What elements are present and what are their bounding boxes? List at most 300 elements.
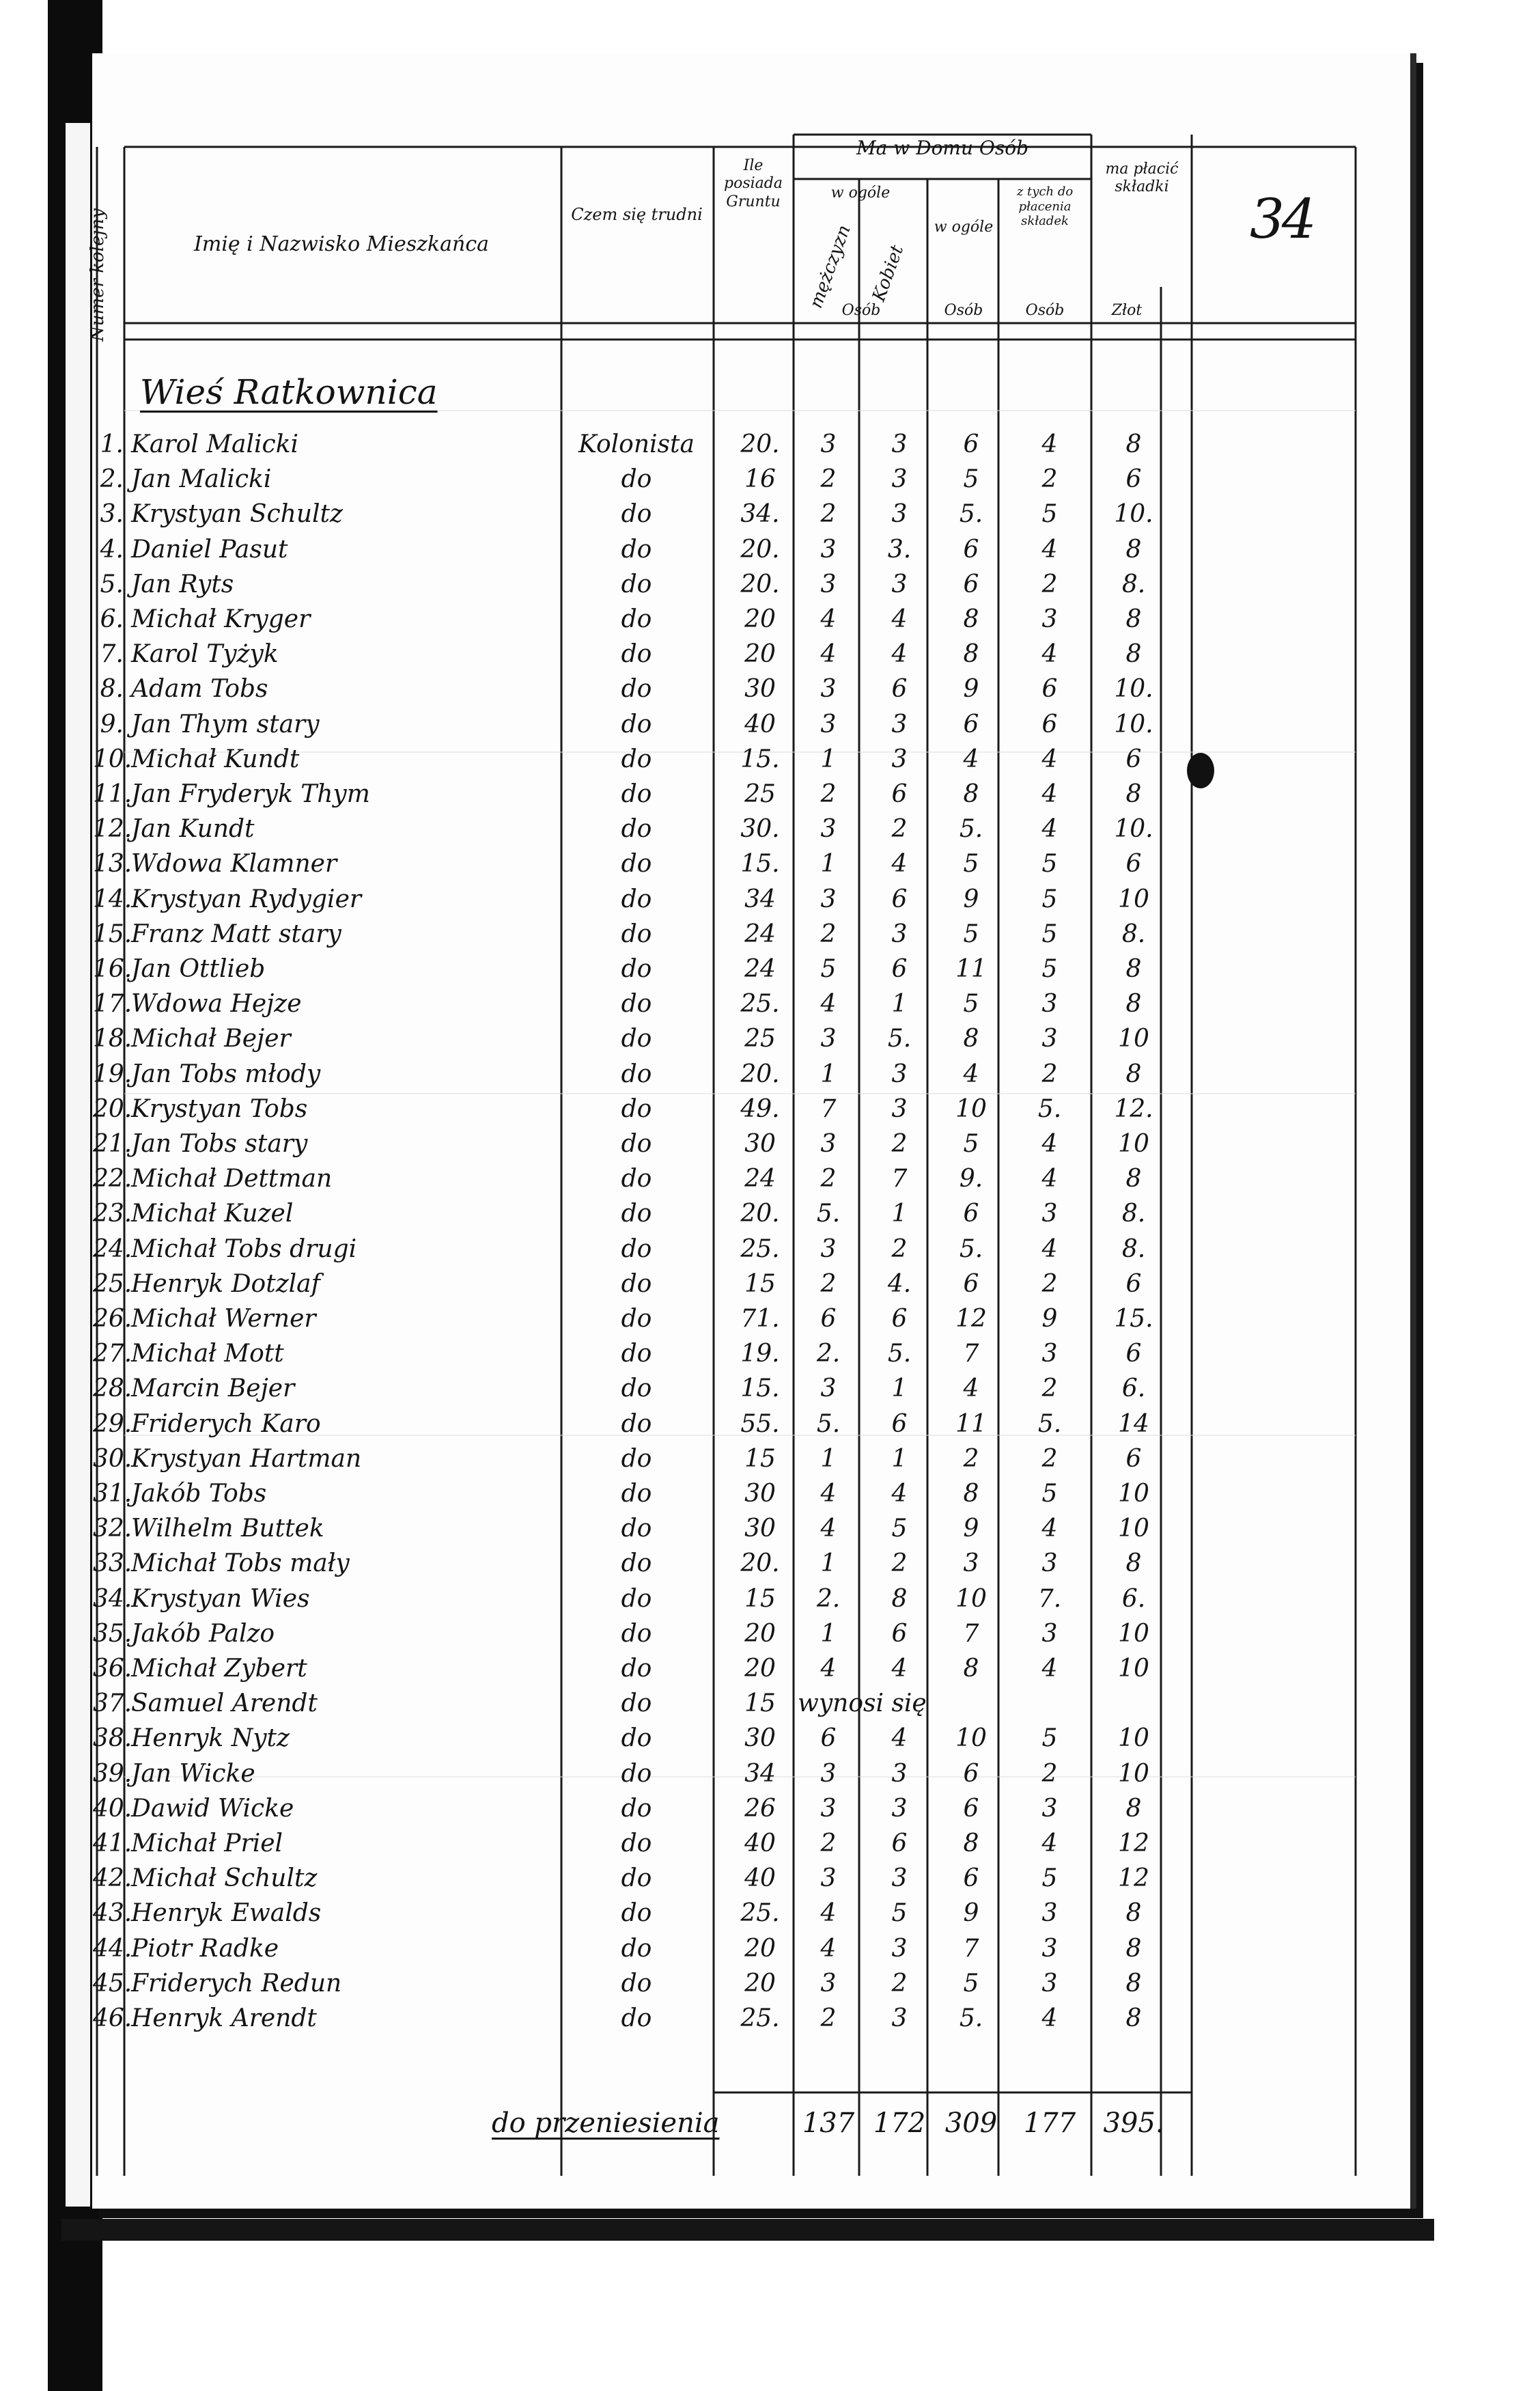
row-number: 18. bbox=[93, 1025, 132, 1053]
row-number: 43. bbox=[93, 1899, 132, 1928]
occupation: do bbox=[621, 1794, 652, 1823]
fee-amount: 8. bbox=[1121, 570, 1146, 598]
occupation: do bbox=[621, 990, 652, 1019]
female-count: 1 bbox=[891, 1374, 908, 1403]
fee-amount: 8 bbox=[1125, 955, 1142, 983]
male-count: 4 bbox=[820, 1899, 837, 1928]
resident-name: Dawid Wicke bbox=[131, 1794, 294, 1823]
table-row bbox=[0, 430, 1366, 465]
taxable-count: 7. bbox=[1037, 1584, 1062, 1613]
male-count: 4 bbox=[820, 1655, 837, 1683]
table-row bbox=[0, 465, 1366, 499]
table-row bbox=[0, 1235, 1366, 1269]
fee-amount: 10 bbox=[1118, 1480, 1149, 1508]
persons-total: 6 bbox=[963, 535, 979, 564]
table-row bbox=[0, 1445, 1366, 1479]
male-count: 3 bbox=[820, 535, 837, 564]
taxable-count: 6 bbox=[1041, 675, 1058, 704]
fee-amount: 14 bbox=[1118, 1409, 1149, 1438]
resident-name: Friderych Redun bbox=[131, 1969, 342, 1998]
table-row bbox=[0, 1025, 1366, 1059]
land-owned: 20 bbox=[744, 1655, 776, 1683]
fee-amount: 10 bbox=[1118, 1130, 1149, 1158]
female-count: 5. bbox=[887, 1340, 912, 1368]
occupation: do bbox=[621, 1899, 652, 1928]
female-count: 3. bbox=[887, 535, 912, 564]
fee-amount: 6. bbox=[1121, 1374, 1146, 1403]
land-owned: 24 bbox=[744, 955, 776, 983]
female-count: 6 bbox=[891, 675, 908, 704]
table-row bbox=[0, 1970, 1366, 2004]
fee-amount: 8 bbox=[1125, 605, 1142, 633]
total-group-header: w ogóle bbox=[830, 184, 891, 202]
land-owned: 20. bbox=[740, 570, 780, 598]
land-column-header: Ile posiada Gruntu bbox=[724, 157, 783, 210]
taxable-count: 2 bbox=[1041, 465, 1058, 494]
row-number: 28. bbox=[93, 1374, 132, 1403]
female-count: 1 bbox=[891, 1444, 908, 1473]
table-row bbox=[0, 605, 1366, 639]
land-owned: 15 bbox=[744, 1584, 776, 1613]
row-number: 20. bbox=[93, 1094, 132, 1123]
fee-amount: 8 bbox=[1125, 1899, 1142, 1928]
taxable-count: 3 bbox=[1041, 1794, 1058, 1823]
male-count: 3 bbox=[820, 1794, 837, 1823]
male-count: 3 bbox=[820, 1025, 837, 1053]
occupation: do bbox=[621, 1724, 652, 1753]
fee-amount: 8 bbox=[1125, 535, 1142, 564]
persons-total: 7 bbox=[963, 1340, 979, 1368]
male-count: 3 bbox=[820, 430, 837, 458]
male-count: 1 bbox=[820, 1549, 837, 1578]
female-column-header: Kobiet bbox=[869, 242, 908, 305]
row-number: 45. bbox=[93, 1969, 132, 1998]
total-female: 172 bbox=[873, 2107, 926, 2139]
resident-name: Jan Thym stary bbox=[131, 710, 320, 738]
taxable-count: 5. bbox=[1037, 1409, 1062, 1438]
taxable-count: 4 bbox=[1041, 1130, 1058, 1158]
fee-amount: 6 bbox=[1125, 1444, 1142, 1473]
male-count: 5. bbox=[816, 1200, 841, 1228]
page-number: 34 bbox=[1250, 187, 1314, 251]
land-owned: 15. bbox=[740, 1374, 780, 1403]
fee-amount: 10 bbox=[1118, 1759, 1149, 1788]
persons-total: 4 bbox=[963, 1374, 979, 1403]
land-owned: 25. bbox=[740, 1234, 780, 1263]
resident-name: Michał Kundt bbox=[131, 745, 300, 773]
row-number: 19. bbox=[93, 1060, 132, 1088]
row-number: 17. bbox=[93, 990, 132, 1019]
resident-name: Krystyan Schultz bbox=[131, 500, 343, 529]
female-count: 3 bbox=[891, 1934, 908, 1963]
row-number: 10. bbox=[93, 745, 132, 773]
land-owned: 25 bbox=[744, 1025, 776, 1053]
land-owned: 20 bbox=[744, 1934, 776, 1963]
resident-name: Samuel Arendt bbox=[131, 1689, 318, 1718]
land-owned: 20. bbox=[740, 535, 780, 564]
unit-persons-total: Osób bbox=[944, 302, 983, 319]
total-persons: 309 bbox=[944, 2107, 998, 2139]
male-count: 1 bbox=[820, 850, 837, 879]
taxable-count: 9 bbox=[1041, 1305, 1058, 1333]
occupation: do bbox=[621, 920, 652, 948]
taxable-count: 4 bbox=[1041, 1515, 1058, 1543]
persons-total: 7 bbox=[963, 1619, 979, 1648]
fee-amount: 8 bbox=[1125, 1794, 1142, 1823]
female-count: 6 bbox=[891, 885, 908, 913]
male-count: 3 bbox=[820, 1130, 837, 1158]
fee-amount: 10 bbox=[1118, 885, 1149, 913]
row-number: 34. bbox=[93, 1584, 132, 1613]
row-number: 29. bbox=[93, 1409, 132, 1438]
resident-name: Jan Kundt bbox=[131, 815, 255, 844]
land-owned: 34 bbox=[744, 1759, 776, 1788]
taxable-count: 4 bbox=[1041, 430, 1058, 458]
table-row bbox=[0, 640, 1366, 674]
taxable-count: 3 bbox=[1041, 1340, 1058, 1368]
table-row bbox=[0, 955, 1366, 989]
row-number: 32. bbox=[93, 1515, 132, 1543]
row-number: 21. bbox=[93, 1130, 132, 1158]
land-owned: 30 bbox=[744, 1480, 776, 1508]
table-row bbox=[0, 1060, 1366, 1094]
trade-column-header: Czem się trudni bbox=[571, 205, 703, 224]
female-count: 4 bbox=[891, 1480, 908, 1508]
occupation: do bbox=[621, 1444, 652, 1473]
occupation: do bbox=[621, 1515, 652, 1543]
fee-amount: 10. bbox=[1114, 500, 1153, 529]
table-row bbox=[0, 1935, 1366, 1969]
taxable-count: 3 bbox=[1041, 1969, 1058, 1998]
male-count: 1 bbox=[820, 1619, 837, 1648]
land-owned: 30 bbox=[744, 1515, 776, 1543]
fee-amount: 12. bbox=[1114, 1094, 1153, 1123]
persons-total: 6 bbox=[963, 1794, 979, 1823]
land-owned: 34. bbox=[740, 500, 780, 529]
resident-name: Michał Dettman bbox=[131, 1165, 333, 1193]
occupation: do bbox=[621, 2004, 652, 2032]
table-row bbox=[0, 1200, 1366, 1234]
male-count: 3 bbox=[820, 570, 837, 598]
occupation: do bbox=[621, 1165, 652, 1193]
occupation: do bbox=[621, 1655, 652, 1683]
land-owned: 15. bbox=[740, 745, 780, 773]
female-count: 3 bbox=[891, 570, 908, 598]
table-row bbox=[0, 990, 1366, 1024]
table-row bbox=[0, 570, 1366, 605]
resident-name: Jan Tobs młody bbox=[131, 1060, 321, 1088]
female-count: 2 bbox=[891, 1549, 908, 1578]
taxable-count: 4 bbox=[1041, 535, 1058, 564]
persons-total: 5. bbox=[959, 815, 983, 844]
total-male: 137 bbox=[802, 2107, 855, 2139]
male-count: 6 bbox=[820, 1724, 837, 1753]
persons-total: 8 bbox=[963, 605, 979, 633]
resident-name: Michał Kuzel bbox=[131, 1200, 294, 1228]
taxable-count: 3 bbox=[1041, 1899, 1058, 1928]
occupation: do bbox=[621, 1094, 652, 1123]
female-count: 8 bbox=[891, 1584, 908, 1613]
row-number: 12. bbox=[93, 815, 132, 844]
resident-name: Daniel Pasut bbox=[131, 535, 288, 564]
taxable-count: 4 bbox=[1041, 640, 1058, 669]
female-count: 2 bbox=[891, 815, 908, 844]
occupation: do bbox=[621, 1549, 652, 1578]
taxable-count: 5 bbox=[1041, 1480, 1058, 1508]
land-owned: 15. bbox=[740, 850, 780, 879]
row-number: 4. bbox=[100, 535, 124, 564]
persons-total: 5. bbox=[959, 2004, 983, 2032]
occupation: do bbox=[621, 1305, 652, 1333]
table-row bbox=[0, 710, 1366, 745]
table-row bbox=[0, 745, 1366, 779]
fee-amount: 8 bbox=[1125, 430, 1142, 458]
fee-amount: 10 bbox=[1118, 1655, 1149, 1683]
resident-name: Jan Tobs stary bbox=[131, 1130, 308, 1158]
table-row bbox=[0, 500, 1366, 534]
name-column-header: Imię i Nazwisko Mieszkańca bbox=[193, 232, 490, 256]
resident-name: Krystyan Hartman bbox=[131, 1444, 362, 1473]
male-count: 1 bbox=[820, 1060, 837, 1088]
female-count: 6 bbox=[891, 1305, 908, 1333]
table-row bbox=[0, 1374, 1366, 1409]
persons-total: 5 bbox=[963, 1130, 979, 1158]
resident-name: Michał Tobs drugi bbox=[131, 1234, 357, 1263]
persons-total: 2 bbox=[963, 1444, 979, 1473]
female-count: 5 bbox=[891, 1899, 908, 1928]
land-owned: 20 bbox=[744, 605, 776, 633]
row-number: 15. bbox=[93, 920, 132, 948]
taxable-count: 5 bbox=[1041, 1724, 1058, 1753]
taxable-count: 4 bbox=[1041, 1829, 1058, 1857]
female-count: 4 bbox=[891, 1655, 908, 1683]
resident-name: Michał Mott bbox=[131, 1340, 284, 1368]
resident-name: Friderych Karo bbox=[131, 1409, 321, 1438]
persons-total: 8 bbox=[963, 1025, 979, 1053]
resident-name: Piotr Radke bbox=[131, 1934, 279, 1963]
female-count: 3 bbox=[891, 1060, 908, 1088]
row-number: 38. bbox=[93, 1724, 132, 1753]
land-owned: 25 bbox=[744, 780, 776, 808]
row-number: 26. bbox=[93, 1305, 132, 1333]
taxable-count: 6 bbox=[1041, 710, 1058, 738]
female-count: 3 bbox=[891, 465, 908, 494]
fee-amount: 6 bbox=[1125, 1269, 1142, 1298]
female-count: 5. bbox=[887, 1025, 912, 1053]
fee-column-header: ma płacić składki bbox=[1105, 161, 1179, 196]
table-row bbox=[0, 1515, 1366, 1549]
resident-name: Marcin Bejer bbox=[131, 1374, 295, 1403]
occupation: do bbox=[621, 815, 652, 844]
fee-amount: 8. bbox=[1121, 1200, 1146, 1228]
table-row bbox=[0, 1795, 1366, 1829]
resident-name: Jan Fryderyk Thym bbox=[131, 780, 370, 808]
female-count: 3 bbox=[891, 1094, 908, 1123]
female-count: 4. bbox=[887, 1269, 912, 1298]
persons-total: 5 bbox=[963, 1969, 979, 1998]
land-owned: 26 bbox=[744, 1794, 776, 1823]
occupation: do bbox=[621, 1234, 652, 1263]
fee-amount: 8 bbox=[1125, 1549, 1142, 1578]
resident-name: Henryk Nytz bbox=[131, 1724, 290, 1753]
land-owned: 40 bbox=[744, 1864, 776, 1893]
taxable-count: 4 bbox=[1041, 815, 1058, 844]
total-taxable: 177 bbox=[1023, 2107, 1076, 2139]
land-owned: 16 bbox=[744, 465, 776, 494]
occupation: Kolonista bbox=[578, 430, 695, 458]
table-row bbox=[0, 1724, 1366, 1758]
male-count: 6 bbox=[820, 1305, 837, 1333]
taxable-count: 5. bbox=[1037, 1094, 1062, 1123]
resident-name: Jan Malicki bbox=[131, 465, 272, 494]
row-number: 6. bbox=[100, 605, 124, 633]
row-number: 44. bbox=[93, 1934, 132, 1963]
row-number: 40. bbox=[93, 1794, 132, 1823]
male-count: 5 bbox=[820, 955, 837, 983]
land-owned: 20. bbox=[740, 1549, 780, 1578]
occupation: do bbox=[621, 955, 652, 983]
fee-amount: 10 bbox=[1118, 1025, 1149, 1053]
male-count: 1 bbox=[820, 1444, 837, 1473]
land-owned: 24 bbox=[744, 920, 776, 948]
persons-total: 6 bbox=[963, 710, 979, 738]
row-number: 5. bbox=[100, 570, 124, 598]
table-row bbox=[0, 1899, 1366, 1933]
table-row bbox=[0, 1410, 1366, 1444]
fee-amount: 12 bbox=[1118, 1864, 1149, 1893]
land-owned: 30 bbox=[744, 1130, 776, 1158]
persons-total: 9 bbox=[963, 1899, 979, 1928]
table-row bbox=[0, 1585, 1366, 1619]
taxable-count: 5 bbox=[1041, 500, 1058, 529]
persons-total: 11 bbox=[955, 1409, 987, 1438]
male-count: 3 bbox=[820, 675, 837, 704]
resident-name: Michał Schultz bbox=[131, 1864, 318, 1893]
row-number: 16. bbox=[93, 955, 132, 983]
occupation: do bbox=[621, 1269, 652, 1298]
occupation: do bbox=[621, 1864, 652, 1893]
unit-persons-taxable: Osób bbox=[1025, 302, 1065, 319]
occupation: do bbox=[621, 1340, 652, 1368]
fee-amount: 8 bbox=[1125, 1060, 1142, 1088]
fee-amount: 8 bbox=[1125, 990, 1142, 1019]
male-count: 2. bbox=[816, 1584, 841, 1613]
resident-name: Krystyan Rydygier bbox=[131, 885, 362, 913]
resident-name: Michał Zybert bbox=[131, 1655, 307, 1683]
male-count: 4 bbox=[820, 605, 837, 633]
table-row bbox=[0, 815, 1366, 849]
male-count: 2 bbox=[820, 500, 837, 529]
persons-total: 9 bbox=[963, 675, 979, 704]
row-number: 46. bbox=[93, 2004, 132, 2032]
female-count: 2 bbox=[891, 1969, 908, 1998]
persons-total: 5. bbox=[959, 1234, 983, 1263]
table-row bbox=[0, 2004, 1366, 2038]
occupation: do bbox=[621, 675, 652, 704]
row-number: 8. bbox=[100, 675, 124, 704]
fee-amount: 8 bbox=[1125, 780, 1142, 808]
table-row bbox=[0, 536, 1366, 570]
resident-name: Wdowa Hejze bbox=[131, 990, 302, 1019]
male-count: 2. bbox=[816, 1340, 841, 1368]
row-number: 37. bbox=[93, 1689, 132, 1718]
male-count: 2 bbox=[820, 1269, 837, 1298]
row-number: 22. bbox=[93, 1165, 132, 1193]
row-number: 11. bbox=[93, 780, 132, 808]
occupation: do bbox=[621, 1480, 652, 1508]
table-row bbox=[0, 1689, 1366, 1724]
persons-total: 11 bbox=[955, 955, 987, 983]
taxable-count: 2 bbox=[1041, 1759, 1058, 1788]
male-column-header: mężczyzn bbox=[806, 222, 855, 312]
male-count: 2 bbox=[820, 465, 837, 494]
female-count: 4 bbox=[891, 640, 908, 669]
occupation: do bbox=[621, 465, 652, 494]
persons-total: 5 bbox=[963, 465, 979, 494]
taxable-count: 5 bbox=[1041, 920, 1058, 948]
land-owned: 30. bbox=[740, 815, 780, 844]
female-count: 4 bbox=[891, 850, 908, 879]
male-count: 3 bbox=[820, 1234, 837, 1263]
occupation: do bbox=[621, 1689, 652, 1718]
male-count: 7 bbox=[820, 1094, 837, 1123]
resident-name: Franz Matt stary bbox=[131, 920, 341, 948]
row-number: 7. bbox=[100, 640, 124, 669]
land-owned: 19. bbox=[740, 1340, 780, 1368]
persons-total: 4 bbox=[963, 745, 979, 773]
resident-name: Michał Bejer bbox=[131, 1025, 291, 1053]
male-count: 5. bbox=[816, 1409, 841, 1438]
occupation: do bbox=[621, 570, 652, 598]
tax-payers-column-header: z tych do płacenia składek bbox=[1016, 184, 1074, 229]
occupation: do bbox=[621, 605, 652, 633]
table-row bbox=[0, 1095, 1366, 1129]
fee-amount: 10. bbox=[1114, 675, 1153, 704]
resident-name: Karol Tyżyk bbox=[131, 640, 279, 669]
resident-name: Karol Malicki bbox=[131, 430, 299, 458]
row-note: wynosi się bbox=[798, 1689, 927, 1718]
table-row bbox=[0, 1270, 1366, 1304]
resident-name: Jan Ottlieb bbox=[131, 955, 266, 983]
taxable-count: 4 bbox=[1041, 1165, 1058, 1193]
female-count: 1 bbox=[891, 1200, 908, 1228]
male-count: 2 bbox=[820, 2004, 837, 2032]
household-group-header: Ma w Domu Osób bbox=[856, 137, 1029, 159]
male-count: 2 bbox=[820, 1829, 837, 1857]
row-number: 2. bbox=[100, 465, 124, 494]
fee-amount: 10 bbox=[1118, 1515, 1149, 1543]
taxable-count: 3 bbox=[1041, 990, 1058, 1019]
taxable-count: 2 bbox=[1041, 570, 1058, 598]
ink-blot bbox=[1187, 753, 1214, 788]
table-row bbox=[0, 885, 1366, 920]
land-owned: 40 bbox=[744, 710, 776, 738]
table-row bbox=[0, 1340, 1366, 1374]
taxable-count: 5 bbox=[1041, 1864, 1058, 1893]
fee-amount: 8 bbox=[1125, 640, 1142, 669]
fee-amount: 10. bbox=[1114, 710, 1153, 738]
taxable-count: 3 bbox=[1041, 1934, 1058, 1963]
taxable-count: 3 bbox=[1041, 1025, 1058, 1053]
occupation: do bbox=[621, 1934, 652, 1963]
resident-name: Henryk Dotzlaf bbox=[131, 1269, 320, 1298]
land-owned: 15 bbox=[744, 1689, 776, 1718]
persons-total: 8 bbox=[963, 1655, 979, 1683]
male-count: 2 bbox=[820, 780, 837, 808]
female-count: 6 bbox=[891, 780, 908, 808]
occupation: do bbox=[621, 1200, 652, 1228]
male-count: 4 bbox=[820, 990, 837, 1019]
